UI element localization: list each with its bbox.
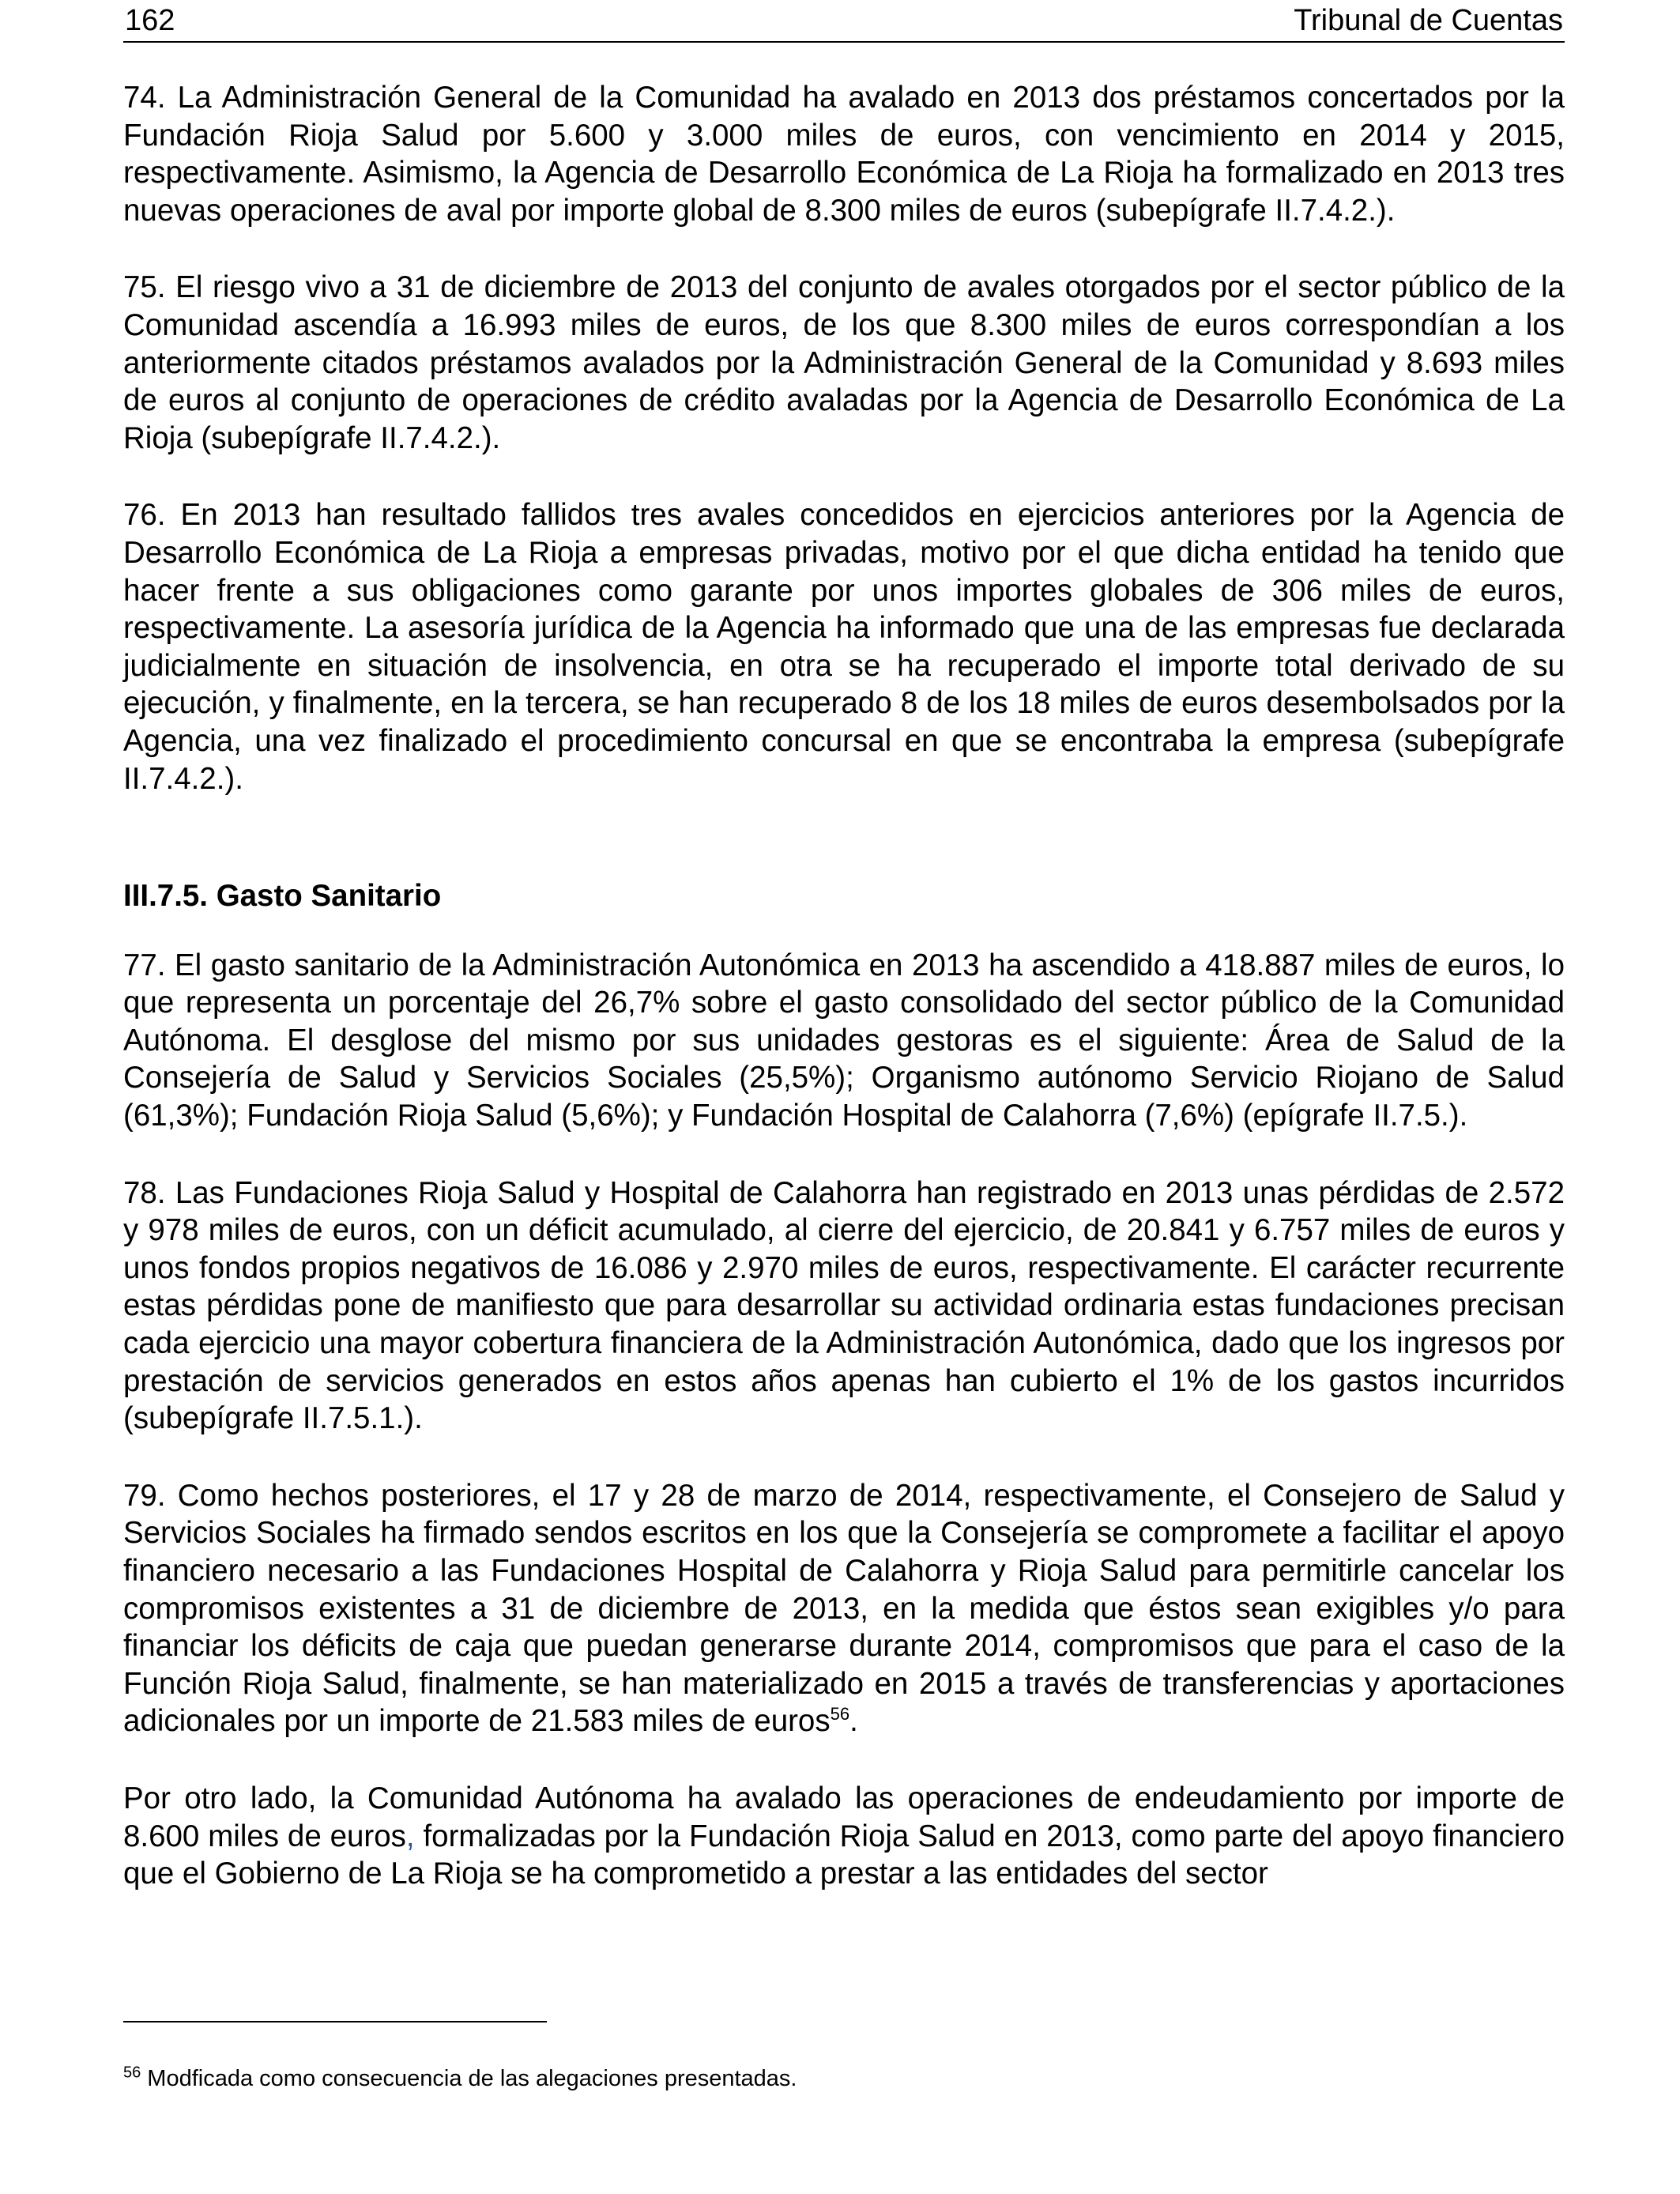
header-title: Tribunal de Cuentas xyxy=(1294,4,1563,37)
paragraph-80-rest: formalizadas por la Fundación Rioja Salud en 2013, como parte del apoyo financiero que el Gobierno de La Rioja se ha comprometido a prestar a las entidades del sector xyxy=(123,1819,1565,1891)
paragraph-80-comma: , xyxy=(405,1819,415,1853)
page-header xyxy=(123,0,1565,43)
paragraph-80 xyxy=(123,1780,1565,1893)
page-number: 162 xyxy=(125,4,175,37)
paragraph-79 xyxy=(123,1477,1565,1740)
paragraph-75: 75. El riesgo vivo a 31 de diciembre de 2013 del conjunto de avales otorgados por el sector público de la Comunidad ascendía a 16.993 miles de euros, de los que 8.300 miles de euros correspondían a los anteriormente citados préstamos avalados por la Administración General de la Comunidad y 8.693 miles de euros al conjunto de operaciones de crédito avaladas por la Agencia de Desarrollo Económica de La Rioja (subepígrafe II.7.4.2.). xyxy=(123,270,1565,455)
paragraph-79-end: . xyxy=(849,1704,858,1739)
section-heading: III.7.5. Gasto Sanitario xyxy=(123,879,442,914)
footnote-text: Modficada como consecuencia de las alegaciones presentadas. xyxy=(141,2066,797,2091)
footnote-number: 56 xyxy=(123,2064,141,2082)
paragraph-76: 76. En 2013 han resultado fallidos tres avales concedidos en ejercicios anteriores por la Agencia de Desarrollo Económica de La Rioja a empresas privadas, motivo por el que dicha entidad ha tenido que hacer frente a sus obligaciones como garante por unos importes globales de 306 miles de euros, respectivamente. La asesoría jurídica de la Agencia ha informado que una de las empresas fue declarada judicialmente en situación de insolvencia, en otra se ha recuperado el importe total derivado de su ejecución, y finalmente, en la tercera, se han recuperado 8 de los 18 miles de euros desembolsados por la Agencia, una vez finalizado el procedimiento concursal en que se encontraba la empresa (subepígrafe II.7.4.2.). xyxy=(123,498,1565,796)
paragraph-79-text: 79. Como hechos posteriores, el 17 y 28 de marzo de 2014, respectivamente, el Consejero de Salud y Servicios Sociales ha firmado sendos escritos en los que la Consejería se compromete a facilitar el apoyo financiero necesario a las Fundaciones Hospital de Calahorra y Rioja Salud para permitirle cancelar los compromisos existentes a 31 de diciembre de 2013, en la medida que éstos sean exigibles y/o para financiar los déficits de caja que puedan generarse durante 2014, compromisos que para el caso de la Función Rioja Salud, finalmente, se han materializado en 2015 a través de transferencias y aportaciones adicionales por un importe de 21.583 miles de euros xyxy=(123,1478,1565,1739)
footnote-separator xyxy=(123,2021,547,2022)
paragraph-74: 74. La Administración General de la Comunidad ha avalado en 2013 dos préstamos concertados por la Fundación Rioja Salud por 5.600 y 3.000 miles de euros, con vencimiento en 2014 y 2015, respectivamente. Asimismo, la Agencia de Desarrollo Económica de La Rioja ha formalizado en 2013 tres nuevas operaciones de aval por importe global de 8.300 miles de euros (subepígrafe II.7.4.2.). xyxy=(123,81,1565,228)
document-body xyxy=(123,79,1565,1932)
paragraph-78: 78. Las Fundaciones Rioja Salud y Hospital de Calahorra han registrado en 2013 unas pérdidas de 2.572 y 978 miles de euros, con un déficit acumulado, al cierre del ejercicio, de 20.841 y 6.757 miles de euros y unos fondos propios negativos de 16.086 y 2.970 miles de euros, respectivamente. El carácter recurrente estas pérdidas pone de manifiesto que para desarrollar su actividad ordinaria estas fundaciones precisan cada ejercicio una mayor cobertura financiera de la Administración Autonómica, dado que los ingresos por prestación de servicios generados en estos años apenas han cubierto el 1% de los gastos incurridos (subepígrafe II.7.5.1.). xyxy=(123,1175,1565,1436)
paragraph-80-start: Por otro lado, la Comunidad Autónoma ha avalado las operaciones de endeudamiento por importe de 8.600 miles de euros xyxy=(123,1781,1565,1853)
paragraph-77: 77. El gasto sanitario de la Administración Autonómica en 2013 ha ascendido a 418.887 miles de euros, lo que representa un porcentaje del 26,7% sobre el gasto consolidado del sector público de la Comunidad Autónoma. El desglose del mismo por sus unidades gestoras es el siguiente: Área de Salud de la Consejería de Salud y Servicios Sociales (25,5%); Organismo autónomo Servicio Riojano de Salud (61,3%); Fundación Rioja Salud (5,6%); y Fundación Hospital de Calahorra (7,6%) (epígrafe II.7.5.). xyxy=(123,948,1565,1133)
footnote xyxy=(123,2063,1565,2094)
footnote-reference[interactable]: 56 xyxy=(830,1704,850,1725)
